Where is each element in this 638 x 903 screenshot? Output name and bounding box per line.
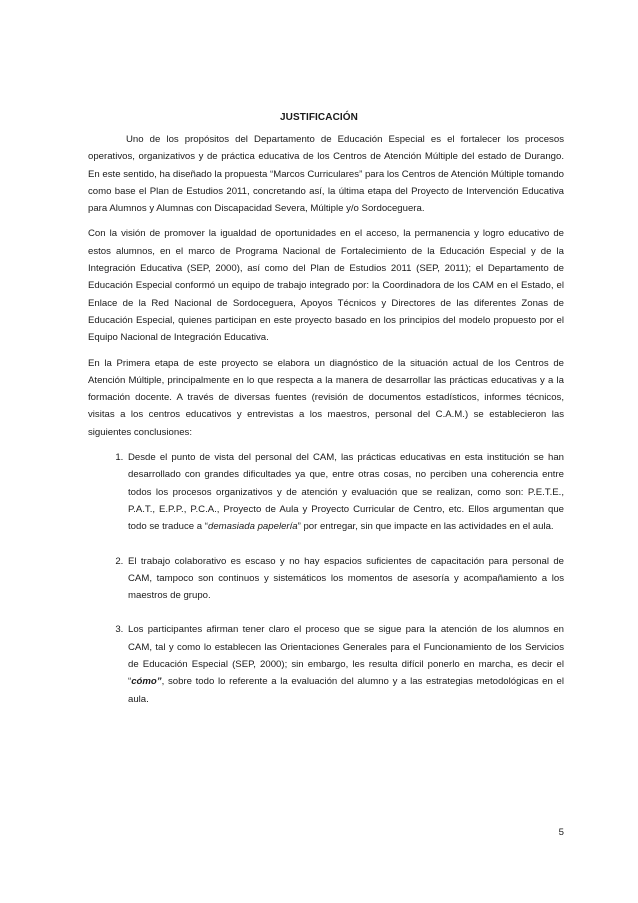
conclusion-1-text: Desde el punto de vista del personal del CAM, las prácticas educativas en esta institución se han desarrollado con grandes dificultades ya que, entre otras cosas, no perciben una coherencia entre todos los procesos organizativos y de atención y evaluación que se realizan, como son: P.E.T.E., P.A.T., E.P.P., P.C.A., Proyecto de Aula y Proyecto Curricular de Centro, etc. Ellos argumentan que todo se traduce a “ (128, 452, 564, 533)
conclusion-item-1 (126, 449, 564, 535)
conclusions-list (88, 449, 564, 708)
conclusion-3-emphasis: cómo” (131, 676, 162, 688)
paragraph-2: Con la visión de promover la igualdad de oportunidades en el acceso, la permanencia y logro educativo de estos alumnos, en el marco de Programa Nacional de Fortalecimiento de la Educación Especial y de la Integración Educativa (SEP, 2000), así como del Plan de Estudios 2011 (SEP, 2011); el Departamento de Educación Especial conformó un equipo de trabajo integrado por: la Coordinadora de los CAM en el Estado, el Enlace de la Red Nacional de Sordoceguera, Apoyos Técnicos y Directores de las diferentes Zonas de Educación Especial, quienes participan en este proyecto basado en los principios del modelo propuesto por el Equipo Nacional de Integración Educativa. (88, 228, 564, 344)
page-number: 5 (558, 827, 564, 838)
conclusion-3-text-end: , sobre todo lo referente a la evaluación del alumno y a las estrategias metodológicas en el aula. (128, 676, 564, 705)
paragraph-3: En la Primera etapa de este proyecto se elabora un diagnóstico de la situación actual de los Centros de Atención Múltiple, principalmente en lo que respecta a la manera de desarrollar las prácticas educativas y a la formación docente. A través de diversas fuentes (revisión de documentos estadísticos, informes técnicos, visitas a los centros educativos y entrevistas a los maestros, personal del C.A.M.) se establecieron las siguientes conclusiones: (88, 357, 564, 438)
conclusion-item-3 (126, 621, 564, 707)
document-body (88, 131, 564, 725)
conclusion-item-2 (126, 553, 564, 605)
conclusion-3-text: Los participantes afirman tener claro el proceso que se sigue para la atención de los alumnos en CAM, tal y como lo establecen las Orientaciones Generales para el Funcionamiento de los Servicios de Educación Especial (SEP, 2000); sin embargo, les resulta difícil ponerlo en marcha, es decir el “ (128, 624, 564, 688)
conclusion-1-text-end: ” por entregar, sin que impacte en las actividades en el aula. (297, 521, 554, 533)
conclusion-2-text: El trabajo colaborativo es escaso y no hay espacios suficientes de capacitación para personal de CAM, tampoco son continuos y sistemáticos los momentos de asesoría y acompañamiento a los maestros de grupo. (128, 555, 564, 602)
conclusion-1-emphasis: demasiada papelería (208, 521, 298, 533)
paragraph-1: Uno de los propósitos del Departamento de Educación Especial es el fortalecer los procesos operativos, organizativos y de práctica educativa de los Centros de Atención Múltiple del estado de Durango. En este sentido, ha diseñado la propuesta “Marcos Curriculares” para los Centros de Atención Múltiple tomando como base el Plan de Estudios 2011, concretando así, la última etapa del Proyecto de Intervención Educativa para Alumnos y Alumnas con Discapacidad Severa, Múltiple y/o Sordoceguera. (88, 134, 564, 215)
document-title: JUSTIFICACIÓN (280, 112, 358, 123)
